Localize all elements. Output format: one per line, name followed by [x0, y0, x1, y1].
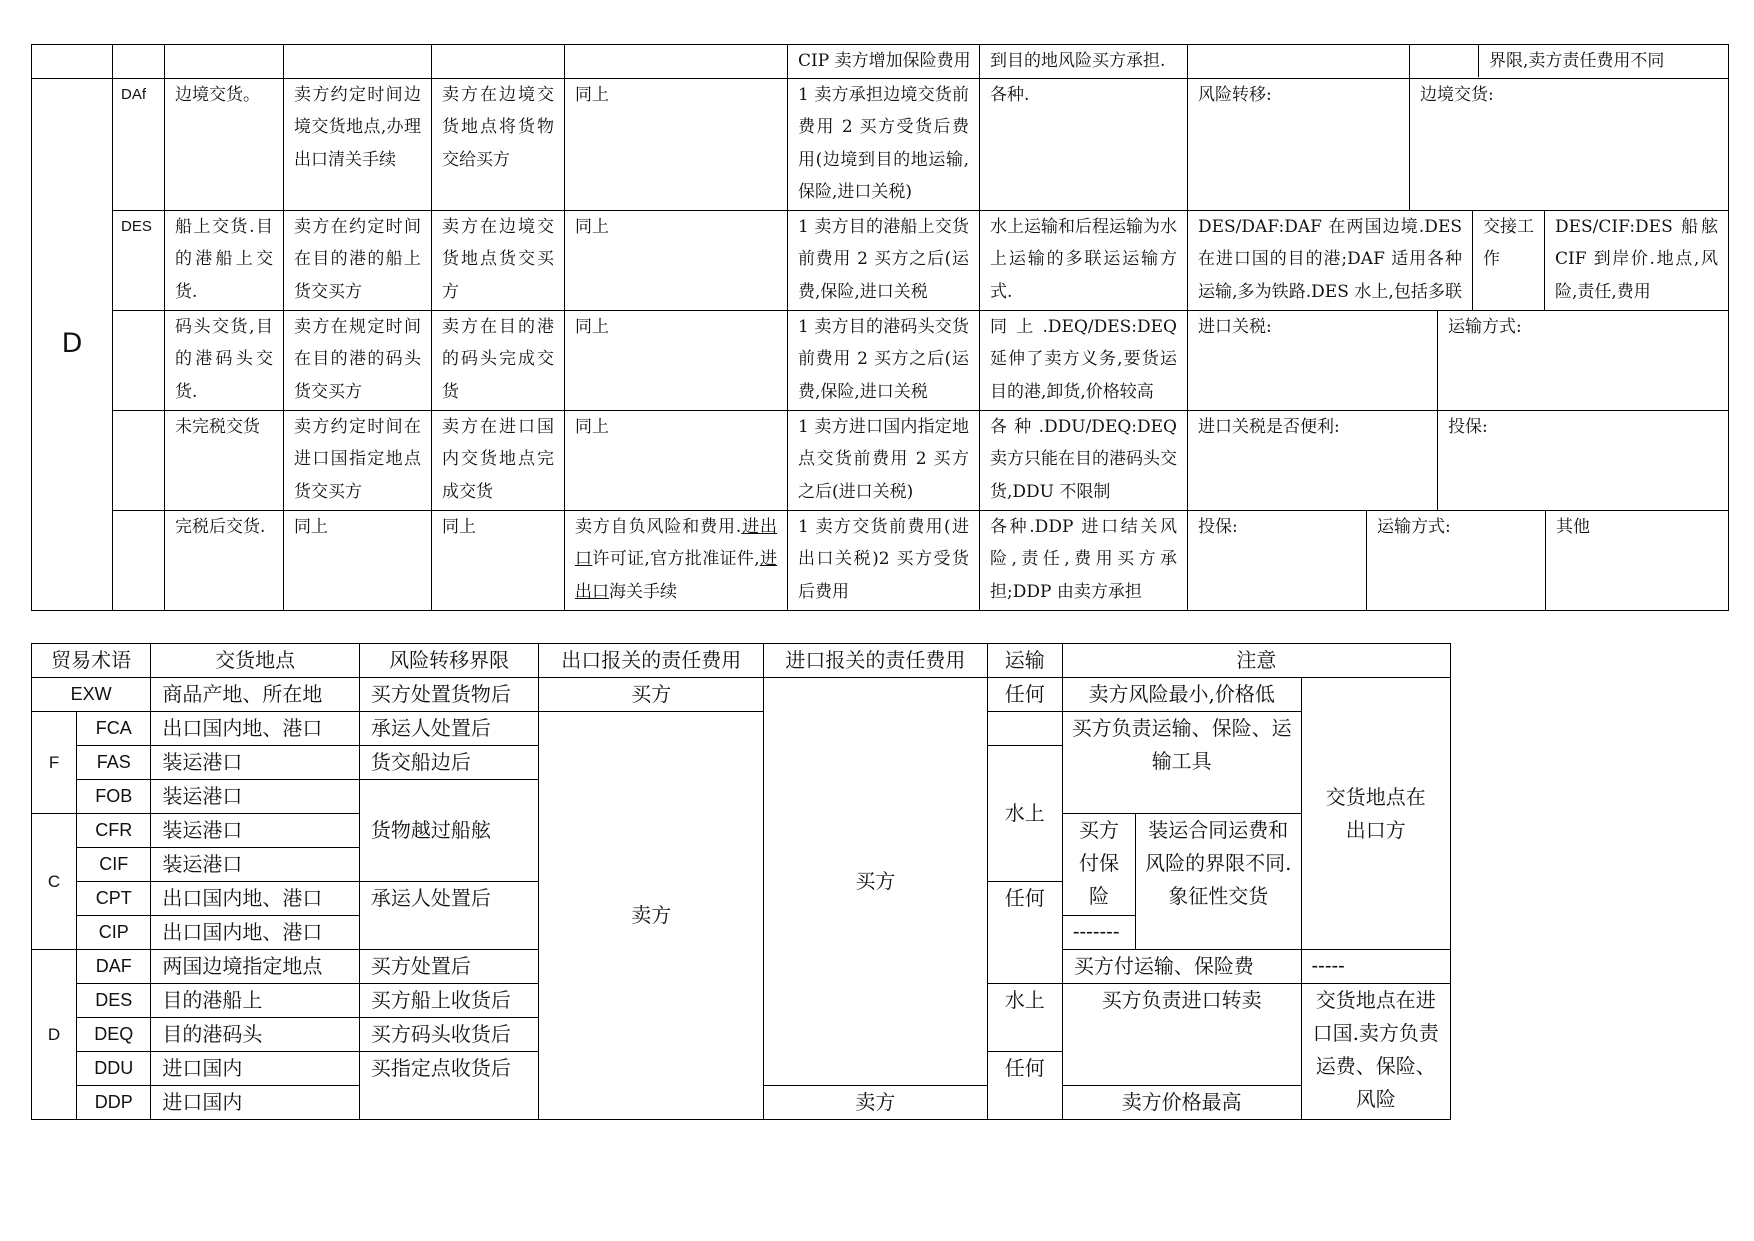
cost-split: 1 卖方交货前费用(进出口关税)2 买方受货后费用 — [788, 510, 980, 610]
cost-split: 1 卖方目的港码头交货前费用 2 买方之后(运费,保险,进口关税 — [788, 310, 980, 410]
term-code — [113, 410, 165, 510]
delivery-place: 卖方在目的港的码头完成交货 — [432, 310, 565, 410]
notes-cell — [1188, 410, 1729, 510]
transport-mode: 水上运输和后程运输为水上运输的多联运运输方式. — [980, 210, 1188, 310]
place-cip: 出口国内地、港口 — [151, 916, 360, 950]
place-cif: 装运港口 — [151, 848, 360, 882]
delivery-place: 卖方在边境交货地点将货物交给买方 — [432, 78, 565, 210]
term-code: DES — [113, 210, 165, 310]
term-exw: EXW — [32, 678, 151, 712]
risk-destination-note: 到目的地风险买方承担. — [980, 45, 1188, 79]
incoterms-summary-table — [31, 643, 1451, 1120]
delivery-place: 卖方在边境交货地点货交买方 — [432, 210, 565, 310]
note-export-place: 交货地点在出口方 — [1301, 678, 1450, 950]
risk-daf: 买方处置后 — [359, 950, 539, 984]
transport-exw: 任何 — [987, 678, 1062, 712]
group-d-label: D — [32, 78, 113, 610]
place-cfr: 装运港口 — [151, 814, 360, 848]
header-export-customs: 出口报关的责任费用 — [539, 644, 764, 678]
table1-row-des — [32, 210, 1729, 310]
delivery-time: 同上 — [284, 510, 432, 610]
note-handover: 交接工作 — [1472, 211, 1544, 310]
notes-cell — [1188, 310, 1729, 410]
cell-empty — [284, 45, 432, 79]
group-d: D — [32, 950, 77, 1120]
note-des-resale: 买方负责进口转卖 — [1062, 984, 1301, 1086]
note-import-place: 交货地点在进口国.卖方负责运费、保险、风险 — [1301, 984, 1450, 1120]
transport-fca-empty — [987, 712, 1062, 746]
risk-ddu-ddp: 买指定点收货后 — [359, 1052, 539, 1120]
transport-mode: 各种.DDU/DEQ:DEQ 卖方只能在目的港码头交货,DDU 不限制 — [980, 410, 1188, 510]
cell-empty — [1188, 45, 1410, 79]
export-exw: 买方 — [539, 678, 764, 712]
transport-mode: 同上.DEQ/DES:DEQ 延伸了卖方义务,要货运目的港,卸货,价格较高 — [980, 310, 1188, 410]
table1-header-row — [32, 45, 1729, 79]
risk-fas: 货交船边后 — [359, 746, 539, 780]
term-code: DAf — [113, 78, 165, 210]
term-name: 未完税交货 — [165, 410, 284, 510]
place-fca: 出口国内地、港口 — [151, 712, 360, 746]
note-import-convenience: 进口关税是否便利: — [1198, 416, 1340, 437]
cip-insurance-note: CIP 卖方增加保险费用 — [788, 45, 980, 79]
transport-any-3: 任何 — [987, 1052, 1062, 1120]
note-des-cif: DES/CIF:DES 船舷 CIF 到岸价.地点,风险,责任,费用 — [1544, 211, 1728, 310]
term-ddu: DDU — [77, 1052, 151, 1086]
transport-mode: 各种. — [980, 78, 1188, 210]
risk-carrier-2: 承运人处置后 — [359, 882, 539, 950]
risk-deq: 买方码头收货后 — [359, 1018, 539, 1052]
note-b: 边境交货: — [1409, 79, 1728, 210]
place-fas: 装运港口 — [151, 746, 360, 780]
group-f: F — [32, 712, 77, 814]
boundary-note — [1410, 45, 1729, 79]
cell-empty — [565, 45, 788, 79]
header-risk: 风险转移界限 — [359, 644, 539, 678]
note-daf-dash: ----- — [1301, 950, 1450, 984]
header-import-customs: 进口报关的责任费用 — [764, 644, 988, 678]
table2-header-row — [32, 644, 1451, 678]
transport-any-2: 任何 — [987, 882, 1062, 984]
table1-row-ddu — [32, 410, 1729, 510]
delivery-time: 卖方约定时间边境交货地点,办理出口清关手续 — [284, 78, 432, 210]
term-fob: FOB — [77, 780, 151, 814]
term-code — [113, 310, 165, 410]
cell-empty — [113, 45, 165, 79]
risk-exw: 买方处置货物后 — [359, 678, 539, 712]
term-daf: DAF — [77, 950, 151, 984]
term-name: 完税后交货. — [165, 510, 284, 610]
note-daf: 买方付运输、保险费 — [1062, 950, 1301, 984]
term-name: 船上交货.目的港船上交货. — [165, 210, 284, 310]
note-ddp: 卖方价格最高 — [1062, 1086, 1301, 1120]
delivery-time: 卖方在规定时间在目的港的码头货交买方 — [284, 310, 432, 410]
note-transport: 运输方式: — [1366, 511, 1545, 610]
note-c-dash: ------- — [1062, 916, 1135, 950]
place-cpt: 出口国内地、港口 — [151, 882, 360, 916]
note-insurance: 投保: — [1437, 411, 1728, 510]
risk-des: 买方船上收货后 — [359, 984, 539, 1018]
note-f-group: 买方负责运输、保险、运输工具 — [1062, 712, 1301, 814]
term-code — [113, 510, 165, 610]
note-other: 其他 — [1545, 511, 1728, 610]
cell-empty — [165, 45, 284, 79]
place-fob: 装运港口 — [151, 780, 360, 814]
notes-cell — [1188, 510, 1729, 610]
cell-empty — [32, 45, 113, 79]
table1-row-daf — [32, 78, 1729, 210]
header-transport: 运输 — [987, 644, 1062, 678]
transport-water-2: 水上 — [987, 984, 1062, 1052]
place-ddu: 进口国内 — [151, 1052, 360, 1086]
export-rest: 卖方 — [539, 712, 764, 1120]
term-name: 边境交货。 — [165, 78, 284, 210]
note-a: 风险转移: — [1198, 84, 1272, 105]
customs-duty: 同上 — [565, 210, 788, 310]
cost-split: 1 卖方进口国内指定地点交货前费用 2 买方之后(进口关税) — [788, 410, 980, 510]
note-import-duty: 进口关税: — [1198, 316, 1272, 337]
term-cif: CIF — [77, 848, 151, 882]
delivery-time: 卖方约定时间在进口国指定地点货交买方 — [284, 410, 432, 510]
table1-row-ddp — [32, 510, 1729, 610]
import-ddp: 卖方 — [764, 1086, 988, 1120]
note-c-insure: 买方付保险 — [1062, 814, 1135, 916]
term-cfr: CFR — [77, 814, 151, 848]
boundary-note-text: 界限,卖方责任费用不同 — [1478, 45, 1728, 77]
note-c-contract: 装运合同运费和风险的界限不同.象征性交货 — [1136, 814, 1301, 950]
note-des-daf: DES/DAF:DAF 在两国边境.DES 在进口国的目的港;DAF 适用各种运输,多为铁路.DES 水上,包括多联 — [1198, 216, 1462, 302]
note-transport: 运输方式: — [1437, 311, 1728, 410]
place-deq: 目的港码头 — [151, 1018, 360, 1052]
term-fca: FCA — [77, 712, 151, 746]
term-des: DES — [77, 984, 151, 1018]
delivery-place: 卖方在进口国内交货地点完成交货 — [432, 410, 565, 510]
term-name: 码头交货,目的港码头交货. — [165, 310, 284, 410]
header-term: 贸易术语 — [32, 644, 151, 678]
note-exw: 卖方风险最小,价格低 — [1062, 678, 1301, 712]
customs-duty: 同上 — [565, 310, 788, 410]
notes-cell — [1188, 78, 1729, 210]
row-exw — [32, 678, 1451, 712]
term-deq: DEQ — [77, 1018, 151, 1052]
customs-duty: 同上 — [565, 410, 788, 510]
notes-cell — [1188, 210, 1729, 310]
header-notes: 注意 — [1062, 644, 1450, 678]
note-insurance: 投保: — [1198, 516, 1238, 537]
group-c: C — [32, 814, 77, 950]
d-terms-detail-table — [31, 44, 1729, 611]
place-exw: 商品产地、所在地 — [151, 678, 360, 712]
risk-fca: 承运人处置后 — [359, 712, 539, 746]
place-daf: 两国边境指定地点 — [151, 950, 360, 984]
cell-empty — [432, 45, 565, 79]
risk-ship-rail: 货物越过船舷 — [359, 780, 539, 882]
transport-water-1: 水上 — [987, 746, 1062, 882]
customs-duty: 卖方自负风险和费用.进出口许可证,官方批准证件,进出口海关手续 — [565, 510, 788, 610]
term-ddp: DDP — [77, 1086, 151, 1120]
transport-mode: 各种.DDP 进口结关风险,责任,费用买方承担;DDP 由卖方承担 — [980, 510, 1188, 610]
cost-split: 1 卖方目的港船上交货前费用 2 买方之后(运费,保险,进口关税 — [788, 210, 980, 310]
table1-row-deq — [32, 310, 1729, 410]
place-ddp: 进口国内 — [151, 1086, 360, 1120]
term-fas: FAS — [77, 746, 151, 780]
row-fca — [32, 712, 1451, 746]
customs-duty: 同上 — [565, 78, 788, 210]
cost-split: 1 卖方承担边境交货前费用 2 买方受货后费用(边境到目的地运输,保险,进口关税) — [788, 78, 980, 210]
term-cpt: CPT — [77, 882, 151, 916]
header-place: 交货地点 — [151, 644, 360, 678]
delivery-place: 同上 — [432, 510, 565, 610]
place-des: 目的港船上 — [151, 984, 360, 1018]
import-main: 买方 — [764, 678, 988, 1086]
term-cip: CIP — [77, 916, 151, 950]
delivery-time: 卖方在约定时间在目的港的船上货交买方 — [284, 210, 432, 310]
